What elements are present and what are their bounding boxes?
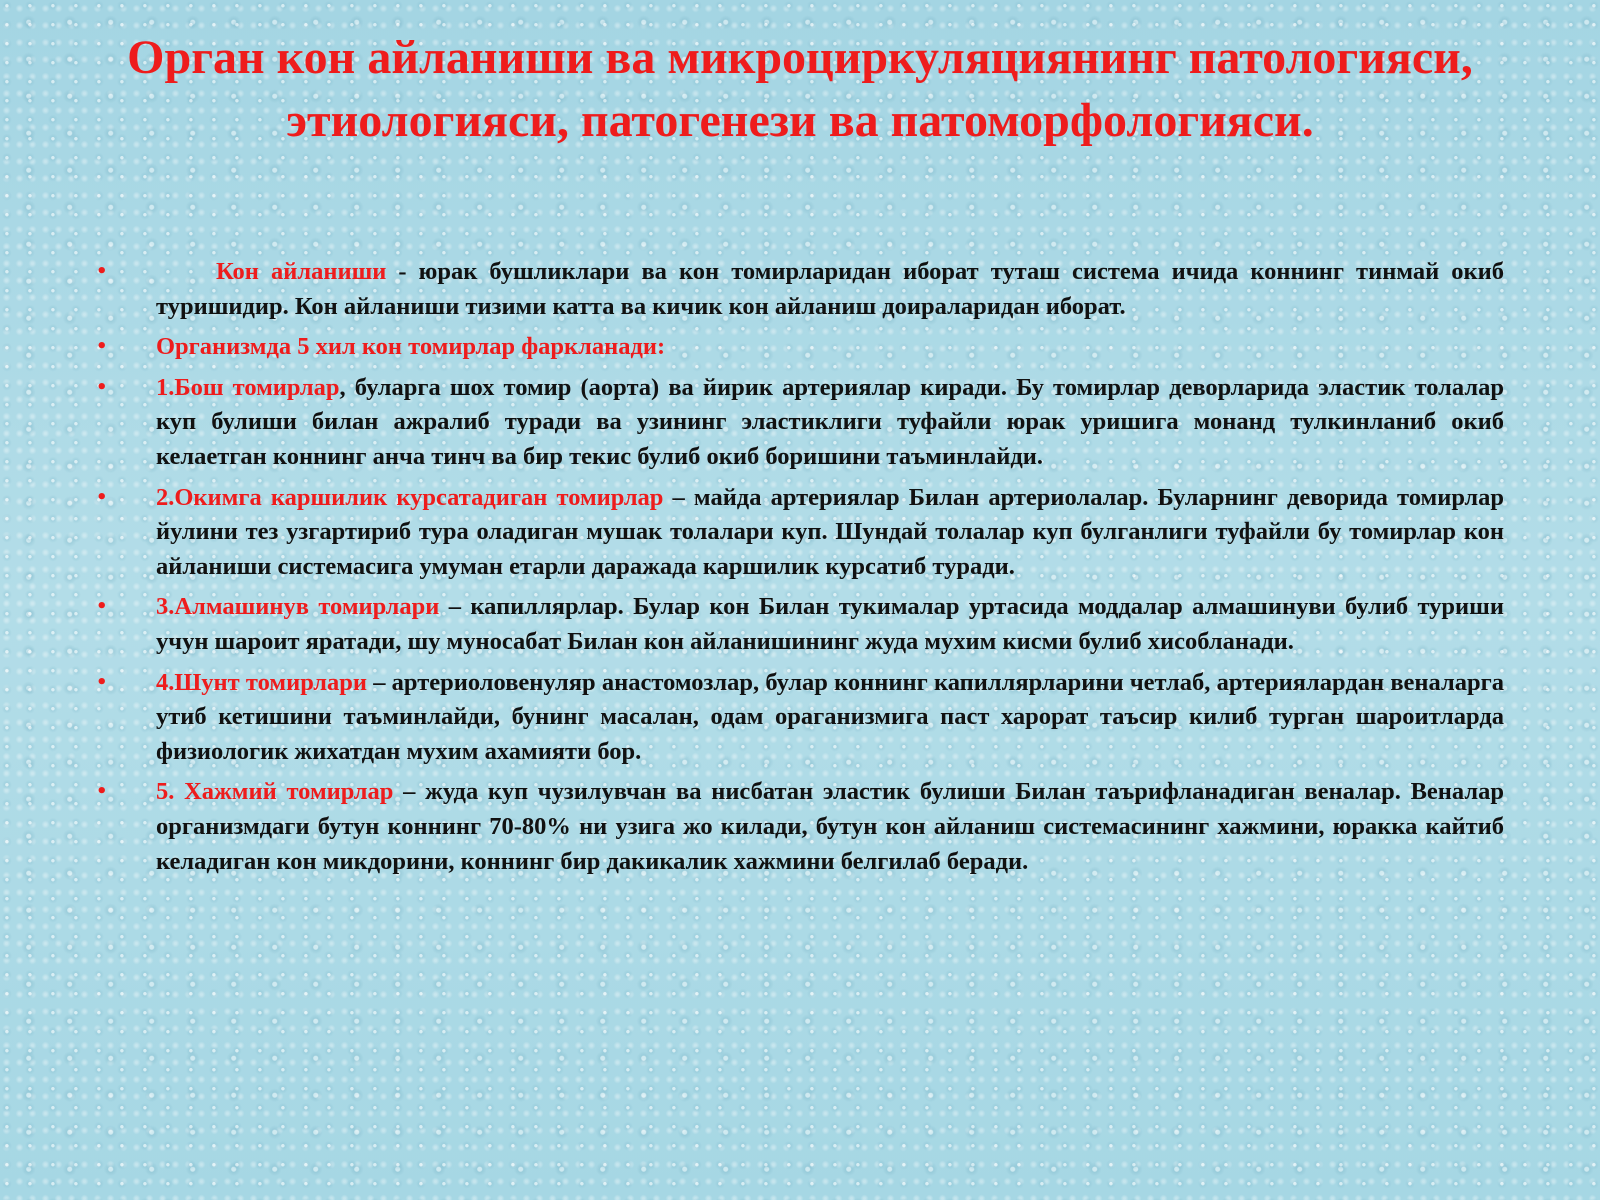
list-item: [90, 481, 1504, 585]
bullet-icon: •: [96, 336, 108, 358]
item-highlight: 5. Хажмий томирлар: [156, 778, 394, 806]
item-highlight: 4.Шунт томирлари: [156, 668, 367, 696]
item-text: – капиллярлар. Булар кон Билан тукималар уртасида моддалар алмашинуви булиб туриши учун шароит яратади, шу муносабат Билан кон айланишининг жуда мухим кисми булиб хисобланади.: [156, 593, 1504, 655]
item-highlight: 1.Бош томирлар: [156, 373, 340, 401]
item-highlight: 3.Алмашинув томирлари: [156, 593, 440, 621]
list-item: [90, 775, 1504, 879]
bullet-icon: •: [96, 376, 108, 398]
list-item: [90, 330, 1504, 365]
item-highlight: Кон айланиши: [216, 258, 387, 285]
item-text: , буларга шох томир (аорта) ва йирик артериялар киради. Бу томирлар деворларида эластик толалар куп булиши билан ажралиб туради ва узининг эластиклиги туфайли юрак уришига монанд тулкинланиб окиб келаетган коннинг анча тинч ва бир текис булиб окиб боришини таъминлайди.: [156, 373, 1504, 470]
bullet-icon: •: [96, 261, 108, 282]
item-text: – артериоловенуляр анастомозлар, булар коннинг капиллярларини четлаб, артериялардан веналарга утиб кетишини таъминлайди, бунинг масалан, одам ораганизмига паст харорат таъсир килиб турган шароитларда физиологик жихатдан мухим ахамияти бор.: [156, 668, 1505, 765]
bullet-list: [90, 255, 1504, 885]
slide-title: Орган кон айланиши ва микроциркуляциянинг патологияси, этиологияси, патогенези ва патоморфологияси.: [127, 31, 1473, 147]
item-text: – майда артериялар Билан артериолалар. Буларнинг деворида томирлар йулини тез узгартириб тура оладиган мушак толалари куп. Шундай толалар куп булганлиги туфайли бу томирлар кон айланиши системасига умуман етарли даражада каршилик курсатиб туради.: [156, 483, 1504, 580]
bullet-icon: •: [96, 671, 108, 693]
list-item: [90, 371, 1504, 475]
bullet-icon: •: [96, 486, 108, 508]
bullet-icon: •: [96, 781, 108, 803]
item-text: – жуда куп чузилувчан ва нисбатан эластик булиши Билан таърифланадиган веналар. Веналар организмдаги бутун коннинг 70-80% ни узига жо килади, бутун кон айланиш системасининг хажмини, юракка кайтиб келадиган кон микдорини, коннинг бир дакикалик хажмини белгилаб беради.: [156, 778, 1504, 875]
item-highlight: Организмда 5 хил кон томирлар фаркланади:: [156, 333, 666, 361]
item-text: - юрак бушликлари ва кон томирларидан иборат туташ система ичида коннинг тинмай окиб туришидир. Кон айланиши тизими катта ва кичик кон айланиш доираларидан иборат.: [156, 258, 1504, 320]
list-item: [90, 255, 1504, 324]
bullet-icon: •: [96, 596, 108, 618]
list-item: [90, 666, 1504, 770]
list-item: [90, 590, 1504, 659]
item-highlight: 2.Окимга каршилик курсатадиган томирлар: [156, 483, 664, 511]
